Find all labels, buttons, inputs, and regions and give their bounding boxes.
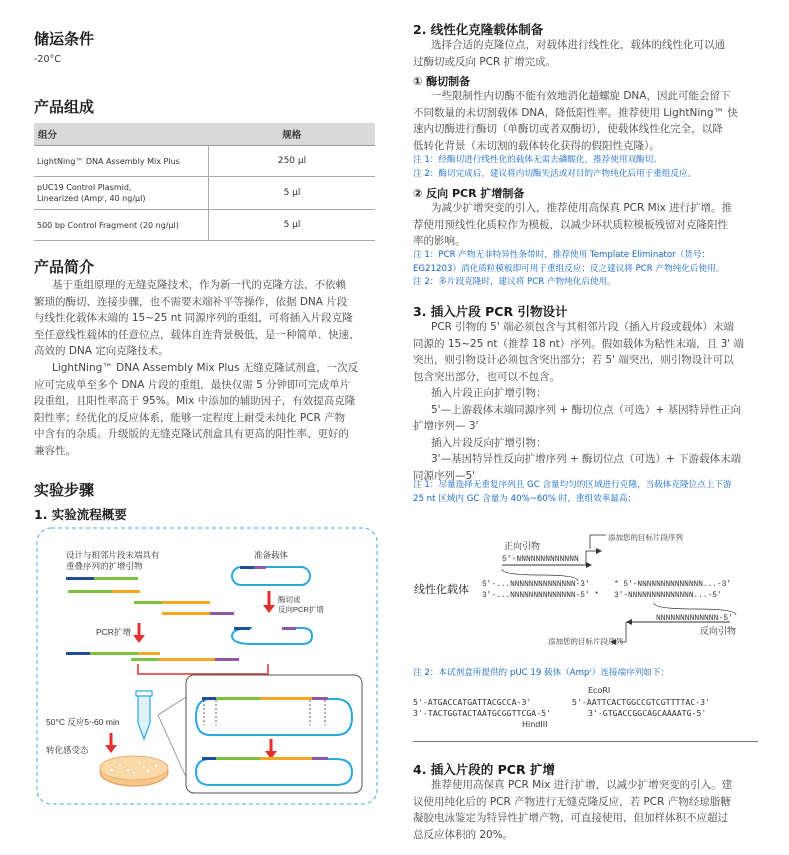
note-line: 注 2：酶切完成后，建议将内切酶失活或对目的产物纯化后用于重组反应。	[413, 168, 697, 179]
digest-notes	[413, 154, 758, 181]
intro-heading: 产品简介	[34, 258, 95, 276]
left-bottom-strand: 3'-...NNNNNNNNNNNNNN-5' *	[482, 592, 599, 600]
text-line: 3'—基因特异性反向扩增序列 + 酶切位点（可选）+ 下游载体末端	[431, 453, 742, 465]
primer-paragraph	[413, 319, 758, 484]
text-line: 一些限制性内切酶不能有效地消化超螺旋 DNA，因此可能会留下	[431, 90, 731, 102]
intro-paragraph-2	[34, 360, 376, 459]
text-line: 基于重组原理的无缝克隆技术，作为新一代的克隆方法，不依赖	[52, 279, 346, 291]
linear-heading: 2. 线性化克隆载体制备	[413, 22, 544, 37]
component-name: LightNing™ DNA Assembly Mix Plus	[34, 146, 209, 177]
text-line: 同源的 15~25 nt（推荐 18 nt）序列。假如载体为粘性末端，且 3' 端	[413, 337, 745, 350]
seq-right-bottom: 3'-GTGACCGGCAGCAAAATG-5'	[588, 708, 707, 718]
add-target-bottom: 添加您的目标片段序列	[548, 637, 623, 646]
fwd-primer-label: 正向引物	[504, 541, 541, 551]
fragment-1	[66, 577, 140, 593]
text-line: 突出，则引物设计必须包含突出部分；若 5' 端突出，则引物设计可以	[413, 354, 734, 366]
component-name	[34, 177, 209, 210]
note-line: 25 nt 区域内 GC 含量为 40%~60% 时，重组效率最高；	[413, 493, 637, 504]
table-row	[34, 177, 375, 210]
text-line: 阳性率；经优化的反应体系，能够一定程度上耐受未纯化 PCR 产物	[34, 411, 346, 424]
table-header-row	[34, 123, 375, 146]
text-line: 扩增序列— 3'	[413, 420, 479, 432]
col-component: 组分	[34, 123, 209, 146]
seq-left-bottom: 3'-TACTGGTACTAATGCGGTTCGA-5'	[413, 708, 552, 718]
right-top-strand: * 5'-NNNNNNNNNNNNNN...-3'	[614, 581, 731, 589]
rev-primer-seq: NNNNNNNNNNNNN-5'	[656, 614, 733, 623]
rev-primer-label: 反向引物	[700, 626, 737, 636]
component-name-line1: pUC19 Control Plasmid,	[37, 183, 132, 192]
steps-subheading: 1. 实验流程概要	[34, 507, 127, 522]
storage-heading: 储运条件	[34, 30, 95, 48]
text-line: 速内切酶进行酶切（单酶切或者双酶切），使载体线性化完全，以降	[413, 123, 723, 135]
text-line: 荐使用预线性化质粒作为模板，以减少环状质粒模板残留对克隆阳性	[413, 218, 728, 231]
text-line: LightNing™ DNA Assembly Mix Plus 无缝克隆试剂盒，一次反	[52, 362, 359, 374]
text-line: 为减少扩增突变的引入，推荐使用高保真 PCR Mix 进行扩增。推	[431, 202, 733, 214]
text-line: 与线性化载体末端的 15~25 nt 同源序列的重组，可将插入片段克隆	[34, 312, 353, 324]
primer-design-diagram	[410, 527, 770, 652]
text-line: 低转化背景（未切割的载体转化获得的假阳性克隆）。	[413, 139, 660, 152]
linear-vector-label: 线性化载体	[414, 584, 469, 596]
ecori-label: EcoRI	[588, 686, 611, 695]
col-spec: 规格	[209, 123, 376, 146]
right-bottom-strand: 3'-NNNNNNNNNNNNNN...-5'	[614, 592, 722, 600]
sequence-divider	[413, 741, 758, 742]
text-line: 过酶切或反向 PCR 扩增完成。	[413, 55, 557, 68]
text-line: 繁琐的酶切、连接步骤，也不需要末端补平等操作，依据 DNA 片段	[34, 295, 348, 308]
text-line: 凝胶电泳鉴定为特异性扩增产物，可直接使用，但加样体积不应超过	[413, 812, 728, 824]
label-digest-2: 反向PCR扩增	[278, 605, 324, 614]
note-line: 注 1：尽量选择无重复序列且 GC 含量均匀的区域进行克隆，当载体克隆位点上下游	[413, 480, 732, 490]
label-digest-1: 酶切或	[278, 595, 301, 604]
storage-temp: -20°C	[34, 54, 61, 65]
note-line: 注 1：PCR 产物无非特异性条带时，推荐使用 Template Eliminator（货号：	[413, 250, 711, 260]
digest-paragraph	[413, 88, 758, 154]
label-vector: 准备载体	[254, 550, 289, 560]
label-primer-2: 重叠序列的扩增引物	[66, 561, 143, 571]
table-row	[34, 146, 375, 177]
text-line: 选择合适的克隆位点，对载体进行线性化，载体的线性化可以通	[431, 39, 725, 51]
text-line: 高效的 DNA 定向克隆技术。	[34, 345, 169, 357]
fwd-primer-title: 插入片段正向扩增引物：	[431, 387, 547, 399]
label-incubate: 50°C 反应5~60 min	[46, 717, 120, 727]
fragment-2	[134, 601, 234, 615]
digest-heading: ① 酶切制备	[413, 75, 471, 88]
label-primer-1: 设计与相邻片段末端具有	[66, 550, 160, 560]
seq-left-top: 5'-ATGACCATGATTACGCCA-3'	[413, 697, 532, 707]
pcr-paragraph	[413, 777, 758, 843]
label-transform: 转化感受态	[46, 745, 89, 755]
inverse-pcr-heading: ② 反向 PCR 扩增制备	[413, 187, 525, 200]
note-line: 注 1：经酶切进行线性化的载体无需去磷酸化，推荐使用双酶切。	[413, 155, 662, 165]
component-spec: 5 μl	[209, 177, 376, 210]
tube-icon	[138, 695, 150, 739]
note-line: 注 2：多片段克隆时，建议将 PCR 产物纯化后使用。	[413, 277, 616, 287]
merge-bracket	[138, 664, 268, 674]
intro-paragraph-1	[34, 277, 376, 360]
add-target-top: 添加您的目标片段序列	[608, 533, 683, 542]
note-line: EG21203）消化质粒模板即可用于重组反应；反之建议将 PCR 产物纯化后使用。	[413, 263, 725, 274]
text-line: 包含突出部分，也可以不包含。	[413, 370, 560, 383]
pcr-heading: 4. 插入片段的 PCR 扩增	[413, 762, 555, 777]
linear-paragraph	[413, 37, 758, 70]
text-line: 同源序列—5'	[413, 469, 476, 482]
primer-note	[413, 479, 763, 506]
left-top-strand: 5'-...NNNNNNNNNNNNNN-3'	[482, 581, 590, 589]
table-row	[34, 210, 375, 241]
text-line: 推荐使用高保真 PCR Mix 进行扩增，以减少扩增突变的引入。建	[431, 779, 733, 791]
workflow-diagram	[36, 527, 378, 805]
text-line: 兼容性。	[34, 444, 76, 457]
text-line: 率的影响。	[413, 235, 466, 247]
rev-primer-title: 插入片段反向扩增引物：	[431, 436, 547, 449]
primer-heading: 3. 插入片段 PCR 引物设计	[413, 304, 568, 319]
hindiii-label: HindIII	[522, 720, 548, 729]
vector-ends-note: 注 2：本试剂盒所提供的 pUC 19 载体（Ampʳ）连接端序列如下：	[413, 668, 670, 678]
label-pcr: PCR扩增	[96, 627, 131, 637]
text-line: 至任意线性载体的任意位点，载体自连背景极低，是一种简单、快速、	[34, 328, 360, 341]
linear-vector	[232, 628, 312, 644]
text-line: 5'—上游载体末端同源序列 + 酶切位点（可选）+ 基因特异性正向	[431, 403, 742, 416]
text-line: 总反应体积的 20%。	[413, 828, 514, 841]
inverse-pcr-notes	[413, 249, 758, 290]
component-name-line2: Linearized (Ampʳ, 40 ng/μl)	[37, 194, 146, 203]
text-line: 段重组，且阳性率高于 95%。Mix 中添加的辅助因子，有效提高克隆	[34, 395, 356, 407]
text-line: PCR 引物的 5' 端必须包含与其相邻片段（插入片段或载体）末端	[431, 321, 735, 333]
seq-right-top: 5'-AATTCACTGGCCGTCGTTTTAC-3'	[572, 697, 711, 707]
component-name: 500 bp Control Fragment (20 ng/μl)	[34, 210, 209, 241]
circular-vector	[232, 567, 310, 585]
text-line: 不同数量的未切割载体 DNA，降低阳性率。推荐使用 LightNing™ 快	[413, 106, 738, 119]
text-line: 应可完成单至多个 DNA 片段的重组，最快仅需 5 分钟即可完成单片	[34, 378, 351, 391]
fwd-primer-seq: 5'-NNNNNNNNNNNNN	[502, 555, 579, 564]
inverse-pcr-paragraph	[413, 200, 758, 250]
component-spec: 5 μl	[209, 210, 376, 241]
text-line: 议使用纯化后的 PCR 产物进行无缝克隆反应，若 PCR 产物经琼脂糖	[413, 795, 731, 808]
composition-heading: 产品组成	[34, 98, 95, 116]
steps-heading: 实验步骤	[34, 481, 95, 499]
text-line: 中含有的杂质。升级版的无缝克隆试剂盒具有更高的阳性率、更好的	[34, 428, 349, 440]
composition-table	[34, 123, 375, 241]
component-spec: 250 μl	[209, 146, 376, 177]
